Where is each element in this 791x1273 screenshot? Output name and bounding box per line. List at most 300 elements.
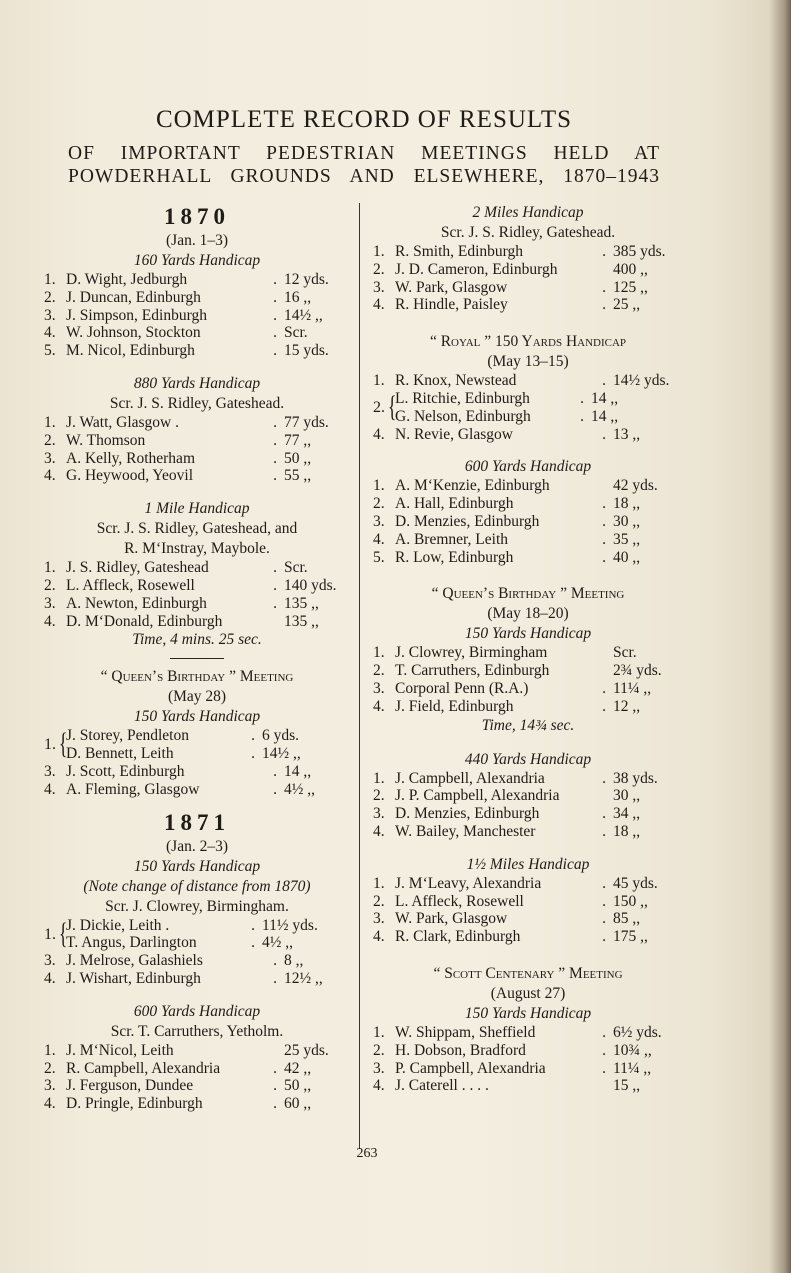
leader-dots: . bbox=[602, 910, 606, 928]
result-position: 1. bbox=[44, 271, 56, 288]
year-heading-1870: 1870 bbox=[164, 204, 230, 229]
scratch-note: R. M‘Instray, Maybole. bbox=[124, 540, 270, 558]
leader-dots: . bbox=[273, 288, 277, 306]
leader-dots: . bbox=[580, 407, 584, 425]
page-subtitle-line-1: OF IMPORTANT PEDESTRIAN MEETINGS HELD AT bbox=[68, 143, 660, 164]
athlete-name: A. Kelly, Rotherham bbox=[66, 449, 195, 467]
result-position: 5. bbox=[373, 548, 385, 566]
athlete-name: A. Bremner, Leith bbox=[395, 530, 509, 548]
result-row bbox=[373, 243, 683, 261]
athlete-name: Corporal Penn (R.A.) bbox=[395, 679, 529, 697]
result-position: 2. bbox=[373, 787, 385, 805]
result-row bbox=[373, 787, 683, 805]
handicap-value: 40 ,, bbox=[613, 548, 641, 566]
handicap-value: 11½ yds. bbox=[262, 916, 318, 934]
results-list bbox=[373, 426, 683, 444]
leader-dots bbox=[595, 1077, 613, 1095]
result-row bbox=[373, 644, 683, 662]
result-position: 4. bbox=[373, 296, 385, 314]
athlete-name: D. Pringle, Edinburgh bbox=[66, 1095, 203, 1113]
result-row bbox=[44, 595, 350, 613]
result-row bbox=[373, 477, 683, 495]
handicap-value: 4½ ,, bbox=[262, 934, 293, 952]
athlete-name: J. Dickie, Leith . bbox=[66, 916, 170, 934]
handicap-value: 35 ,, bbox=[613, 530, 641, 548]
result-position: 4. bbox=[44, 467, 56, 485]
result-position: 3. bbox=[44, 952, 56, 970]
athlete-name: J. Melrose, Galashiels bbox=[66, 952, 203, 970]
leader-dots: . bbox=[602, 512, 606, 530]
right-column bbox=[373, 203, 683, 1095]
meeting-title: “ Queen’s Birthday ” Meeting bbox=[100, 668, 294, 686]
result-row bbox=[373, 372, 683, 390]
leader-dots: . bbox=[602, 805, 606, 823]
athlete-name: H. Dobson, Bradford bbox=[395, 1041, 526, 1059]
athlete-name: R. Clark, Edinburgh bbox=[395, 928, 521, 946]
results-list bbox=[373, 477, 683, 566]
result-row bbox=[373, 1042, 683, 1060]
leader-dots: . bbox=[273, 467, 277, 485]
handicap-value: 14½ ,, bbox=[262, 745, 301, 763]
result-row bbox=[373, 1060, 683, 1078]
result-row bbox=[44, 952, 350, 970]
result-position: 3. bbox=[373, 1059, 385, 1077]
athlete-name: J. M‘Leavy, Alexandria bbox=[395, 874, 542, 892]
result-row bbox=[44, 613, 350, 631]
athlete-name: J. Simpson, Edinburgh bbox=[66, 306, 207, 324]
handicap-value: Scr. bbox=[284, 559, 308, 577]
result-row bbox=[44, 559, 350, 577]
handicap-value: Scr. bbox=[284, 324, 308, 342]
result-row bbox=[373, 549, 683, 567]
leader-dots: . bbox=[273, 271, 277, 288]
athlete-name: N. Revie, Glasgow bbox=[395, 425, 513, 443]
column-divider bbox=[359, 203, 360, 1149]
handicap-value: 60 ,, bbox=[284, 1095, 312, 1113]
handicap-value: 50 ,, bbox=[284, 1077, 312, 1095]
handicap-value: 14 ,, bbox=[591, 407, 619, 425]
handicap-value: 12 yds. bbox=[284, 271, 329, 288]
athlete-name: D. Menzies, Edinburgh bbox=[395, 512, 540, 530]
handicap-value: 2¾ yds. bbox=[613, 662, 662, 680]
athlete-name: J. M‘Nicol, Leith bbox=[66, 1041, 174, 1059]
result-position: 1. bbox=[44, 925, 56, 943]
athlete-name: R. Campbell, Alexandria bbox=[66, 1059, 221, 1077]
result-row bbox=[66, 745, 350, 763]
result-row bbox=[44, 432, 350, 450]
athlete-name: L. Affleck, Rosewell bbox=[66, 576, 195, 594]
athlete-name: J. Ferguson, Dundee bbox=[66, 1077, 194, 1095]
result-position: 1. bbox=[373, 477, 385, 495]
results-list bbox=[373, 372, 683, 390]
leader-dots: . bbox=[602, 1023, 606, 1041]
leader-dots bbox=[595, 662, 613, 680]
handicap-value: 38 yds. bbox=[613, 769, 658, 787]
result-position: 2. bbox=[373, 260, 385, 278]
handicap-value: 6½ yds. bbox=[613, 1023, 662, 1041]
tie-brace: { bbox=[58, 916, 68, 950]
athlete-name: R. Smith, Edinburgh bbox=[395, 243, 524, 260]
handicap-value: 15 yds. bbox=[284, 342, 329, 360]
result-row bbox=[66, 917, 350, 935]
result-row bbox=[373, 875, 683, 893]
athlete-name: P. Campbell, Alexandria bbox=[395, 1059, 546, 1077]
dead-heat-group bbox=[44, 917, 350, 953]
athlete-name: J. S. Ridley, Gateshead bbox=[66, 559, 209, 577]
athlete-name: W. Park, Glasgow bbox=[395, 910, 508, 928]
result-row bbox=[373, 893, 683, 911]
leader-dots: . bbox=[273, 762, 277, 780]
results-list bbox=[373, 644, 683, 715]
athlete-name: A. Hall, Edinburgh bbox=[395, 495, 514, 513]
result-position: 1. bbox=[44, 1041, 56, 1059]
athlete-name: D. M‘Donald, Edinburgh bbox=[66, 612, 223, 630]
handicap-value: 385 yds. bbox=[613, 243, 666, 260]
result-position: 1. bbox=[44, 736, 56, 754]
meeting-date: (May 13–15) bbox=[487, 353, 569, 371]
athlete-name: W. Park, Glasgow bbox=[395, 278, 508, 296]
result-position: 1. bbox=[373, 243, 385, 260]
result-position: 1. bbox=[373, 769, 385, 787]
result-row bbox=[44, 763, 350, 781]
meeting-date: (May 18–20) bbox=[487, 605, 569, 623]
result-position: 1. bbox=[44, 559, 56, 577]
handicap-value: 6 yds. bbox=[262, 727, 300, 745]
leader-dots: . bbox=[273, 342, 277, 360]
handicap-value: 175 ,, bbox=[613, 928, 648, 946]
handicap-value: 18 ,, bbox=[613, 495, 641, 513]
handicap-value: 50 ,, bbox=[284, 449, 312, 467]
event-title: 150 Yards Handicap bbox=[133, 708, 261, 726]
tie-brace: { bbox=[387, 389, 397, 423]
leader-dots: . bbox=[602, 530, 606, 548]
handicap-value: 30 ,, bbox=[613, 512, 641, 530]
athlete-name: T. Angus, Darlington bbox=[66, 934, 197, 952]
result-position: 1. bbox=[373, 1023, 385, 1041]
athlete-name: W. Johnson, Stockton bbox=[66, 324, 201, 342]
result-row bbox=[44, 970, 350, 988]
result-position: 4. bbox=[44, 780, 56, 798]
athlete-name: J. Scott, Edinburgh bbox=[66, 762, 185, 780]
leader-dots bbox=[595, 477, 613, 495]
leader-dots bbox=[595, 644, 613, 662]
result-position: 4. bbox=[373, 1077, 385, 1095]
leader-dots: . bbox=[273, 559, 277, 577]
athlete-name: A. Newton, Edinburgh bbox=[66, 594, 207, 612]
results-list bbox=[373, 770, 683, 841]
athlete-name: T. Carruthers, Edinburgh bbox=[395, 662, 550, 680]
spine-shadow bbox=[769, 0, 791, 1273]
athlete-name: G. Heywood, Yeovil bbox=[66, 467, 194, 485]
result-row bbox=[373, 680, 683, 698]
handicap-value: 14 ,, bbox=[284, 762, 312, 780]
handicap-value: 400 ,, bbox=[613, 260, 648, 278]
result-position: 2. bbox=[373, 892, 385, 910]
handicap-value: 14 ,, bbox=[591, 389, 619, 407]
handicap-value: 125 ,, bbox=[613, 278, 648, 296]
leader-dots: . bbox=[273, 449, 277, 467]
handicap-value: 45 yds. bbox=[613, 874, 658, 892]
event-title: 600 Yards Handicap bbox=[464, 458, 592, 476]
athlete-name: J. Duncan, Edinburgh bbox=[66, 288, 201, 306]
leader-dots: . bbox=[602, 1041, 606, 1059]
result-row bbox=[66, 934, 350, 952]
page-number: 263 bbox=[356, 1146, 378, 1161]
handicap-value: 11¼ ,, bbox=[613, 679, 652, 697]
race-time: Time, 4 mins. 25 sec. bbox=[132, 631, 262, 649]
result-row bbox=[44, 1095, 350, 1113]
handicap-value: 42 ,, bbox=[284, 1059, 312, 1077]
handicap-value: 12½ ,, bbox=[284, 969, 323, 987]
result-row bbox=[373, 823, 683, 841]
results-list bbox=[44, 559, 350, 630]
result-row bbox=[395, 390, 683, 408]
result-position: 3. bbox=[373, 805, 385, 823]
leader-dots: . bbox=[273, 431, 277, 449]
result-position: 2. bbox=[44, 431, 56, 449]
athlete-name: D. Menzies, Edinburgh bbox=[395, 805, 540, 823]
result-row bbox=[373, 426, 683, 444]
leader-dots: . bbox=[602, 892, 606, 910]
leader-dots: . bbox=[251, 745, 255, 763]
leader-dots: . bbox=[602, 697, 606, 715]
handicap-value: 8 ,, bbox=[284, 952, 304, 970]
result-row bbox=[373, 928, 683, 946]
athlete-name: L. Ritchie, Edinburgh bbox=[395, 389, 530, 407]
results-list bbox=[44, 952, 350, 988]
event-title: 150 Yards Handicap bbox=[464, 1004, 592, 1022]
handicap-value: 14½ yds. bbox=[613, 372, 670, 390]
meeting-title: “ Scott Centenary ” Meeting bbox=[433, 964, 623, 982]
scratch-note: Scr. J. S. Ridley, Gateshead. bbox=[109, 394, 285, 412]
leader-dots: . bbox=[602, 679, 606, 697]
result-position: 4. bbox=[44, 1095, 56, 1113]
result-position: 4. bbox=[373, 697, 385, 715]
result-row bbox=[373, 279, 683, 297]
result-position: 2. bbox=[44, 1059, 56, 1077]
event-title: 150 Yards Handicap bbox=[464, 625, 592, 643]
athlete-name: W. Bailey, Manchester bbox=[395, 822, 536, 840]
athlete-name: R. Low, Edinburgh bbox=[395, 548, 514, 566]
result-row bbox=[373, 770, 683, 788]
results-list bbox=[44, 1042, 350, 1113]
athlete-name: J. Storey, Pendleton bbox=[66, 727, 189, 745]
leader-dots: . bbox=[273, 306, 277, 324]
result-row bbox=[44, 1077, 350, 1095]
result-position: 4. bbox=[373, 530, 385, 548]
athlete-name: M. Nicol, Edinburgh bbox=[66, 342, 195, 360]
result-position: 2. bbox=[373, 398, 385, 416]
scratch-note: Scr. T. Carruthers, Yetholm. bbox=[110, 1022, 284, 1040]
year-heading-1871: 1871 bbox=[164, 809, 230, 835]
handicap-value: 77 ,, bbox=[284, 431, 312, 449]
leader-dots: . bbox=[273, 1059, 277, 1077]
leader-dots: . bbox=[273, 1095, 277, 1113]
athlete-name: J. Caterell . . . . bbox=[395, 1077, 489, 1095]
handicap-value: 30 ,, bbox=[613, 787, 641, 805]
leader-dots: . bbox=[251, 934, 255, 952]
handicap-value: 34 ,, bbox=[613, 805, 641, 823]
result-position: 2. bbox=[373, 495, 385, 513]
left-column bbox=[44, 203, 350, 1113]
athlete-name: D. Wight, Jedburgh bbox=[66, 271, 188, 288]
result-position: 4. bbox=[44, 324, 56, 342]
result-position: 4. bbox=[373, 822, 385, 840]
leader-dots: . bbox=[273, 1077, 277, 1095]
result-position: 3. bbox=[373, 679, 385, 697]
result-position: 1. bbox=[44, 413, 56, 431]
athlete-name: J. Field, Edinburgh bbox=[395, 697, 514, 715]
event-title: 150 Yards Handicap bbox=[133, 857, 261, 875]
athlete-name: R. Knox, Newstead bbox=[395, 372, 517, 390]
result-row bbox=[373, 910, 683, 928]
handicap-value: 10¾ ,, bbox=[613, 1041, 652, 1059]
meeting-title: “ Queen’s Birthday ” Meeting bbox=[431, 585, 625, 603]
athlete-name: L. Affleck, Rosewell bbox=[395, 892, 524, 910]
leader-dots: . bbox=[273, 594, 277, 612]
scratch-note: Scr. J. Clowrey, Birmingham. bbox=[105, 897, 289, 915]
dead-heat-group bbox=[44, 727, 350, 763]
leader-dots: . bbox=[580, 389, 584, 407]
result-row bbox=[373, 805, 683, 823]
athlete-name: A. M‘Kenzie, Edinburgh bbox=[395, 477, 550, 495]
handicap-value: 140 yds. bbox=[284, 576, 337, 594]
result-row bbox=[44, 342, 350, 360]
result-row bbox=[373, 1024, 683, 1042]
leader-dots: . bbox=[602, 1059, 606, 1077]
meeting-date: (May 28) bbox=[167, 688, 227, 706]
page-title: COMPLETE RECORD OF RESULTS bbox=[155, 106, 573, 133]
result-row bbox=[44, 289, 350, 307]
result-position: 4. bbox=[373, 928, 385, 946]
result-position: 4. bbox=[44, 969, 56, 987]
event-title: 440 Yards Handicap bbox=[464, 750, 592, 768]
result-position: 1. bbox=[373, 644, 385, 662]
handicap-value: 11¼ ,, bbox=[613, 1059, 652, 1077]
handicap-value: 13 ,, bbox=[613, 425, 641, 443]
handicap-value: 12 ,, bbox=[613, 697, 641, 715]
athlete-name: D. Bennett, Leith bbox=[66, 745, 174, 763]
leader-dots: . bbox=[602, 278, 606, 296]
leader-dots: . bbox=[602, 769, 606, 787]
handicap-value: 14½ ,, bbox=[284, 306, 323, 324]
handicap-value: 55 ,, bbox=[284, 467, 312, 485]
result-position: 3. bbox=[44, 449, 56, 467]
athlete-name: R. Hindle, Paisley bbox=[395, 296, 508, 314]
result-row bbox=[373, 531, 683, 549]
leader-dots: . bbox=[273, 952, 277, 970]
handicap-value: 85 ,, bbox=[613, 910, 641, 928]
result-position: 2. bbox=[373, 662, 385, 680]
handicap-value: 15 ,, bbox=[613, 1077, 641, 1095]
result-row bbox=[44, 1060, 350, 1078]
result-row bbox=[44, 307, 350, 325]
athlete-name: J. D. Cameron, Edinburgh bbox=[395, 260, 558, 278]
result-row bbox=[373, 495, 683, 513]
result-row bbox=[395, 408, 683, 426]
event-title: 1½ Miles Handicap bbox=[466, 855, 590, 873]
athlete-name: A. Fleming, Glasgow bbox=[66, 780, 200, 798]
meeting-date: (Jan. 2–3) bbox=[166, 837, 228, 855]
result-position: 5. bbox=[44, 342, 56, 360]
leader-dots bbox=[595, 787, 613, 805]
result-position: 2. bbox=[44, 288, 56, 306]
result-row bbox=[44, 324, 350, 342]
result-position: 1. bbox=[373, 372, 385, 390]
meeting-date: (August 27) bbox=[490, 984, 566, 1002]
leader-dots: . bbox=[273, 969, 277, 987]
leader-dots: . bbox=[602, 372, 606, 390]
handicap-value: 42 yds. bbox=[613, 477, 658, 495]
handicap-value: 25 ,, bbox=[613, 296, 641, 314]
event-title: 2 Miles Handicap bbox=[472, 204, 584, 221]
dead-heat-group bbox=[373, 390, 683, 426]
result-position: 4. bbox=[373, 425, 385, 443]
handicap-value: Scr. bbox=[613, 644, 637, 662]
result-position: 3. bbox=[44, 1077, 56, 1095]
meeting-date: (Jan. 1–3) bbox=[166, 232, 228, 249]
result-row bbox=[44, 450, 350, 468]
handicap-value: 16 ,, bbox=[284, 288, 312, 306]
result-position: 3. bbox=[44, 762, 56, 780]
leader-dots bbox=[595, 261, 613, 279]
page-subtitle-line-2: POWDERHALL GROUNDS AND ELSEWHERE, 1870–1943 bbox=[68, 166, 660, 187]
result-row bbox=[373, 1077, 683, 1095]
event-title: 880 Yards Handicap bbox=[133, 374, 261, 392]
handicap-value: 4½ ,, bbox=[284, 780, 315, 798]
results-list bbox=[44, 271, 350, 360]
leader-dots: . bbox=[273, 413, 277, 431]
result-row bbox=[44, 577, 350, 595]
leader-dots bbox=[266, 613, 284, 631]
leader-dots: . bbox=[602, 928, 606, 946]
leader-dots: . bbox=[602, 296, 606, 314]
result-position: 3. bbox=[44, 594, 56, 612]
leader-dots: . bbox=[273, 576, 277, 594]
result-row bbox=[44, 467, 350, 485]
event-title: “ Royal ” 150 Yards Handicap bbox=[429, 333, 627, 351]
scratch-note: Scr. J. S. Ridley, Gateshead, and bbox=[96, 520, 298, 538]
result-position: 3. bbox=[373, 910, 385, 928]
result-row bbox=[44, 1042, 350, 1060]
result-position: 2. bbox=[44, 576, 56, 594]
leader-dots: . bbox=[273, 324, 277, 342]
tie-brace: { bbox=[58, 727, 68, 761]
distance-note: (Note change of distance from 1870) bbox=[83, 877, 311, 895]
handicap-value: 150 ,, bbox=[613, 892, 648, 910]
event-title: 160 Yards Handicap bbox=[133, 252, 261, 269]
event-title: 1 Mile Handicap bbox=[144, 500, 250, 518]
result-row bbox=[66, 727, 350, 745]
leader-dots: . bbox=[273, 780, 277, 798]
results-list bbox=[44, 414, 350, 485]
result-position: 4. bbox=[44, 612, 56, 630]
athlete-name: G. Nelson, Edinburgh bbox=[395, 407, 531, 425]
leader-dots: . bbox=[251, 727, 255, 745]
result-row bbox=[44, 781, 350, 799]
handicap-value: 18 ,, bbox=[613, 822, 641, 840]
result-row bbox=[373, 261, 683, 279]
leader-dots: . bbox=[602, 243, 606, 260]
athlete-name: W. Shippam, Sheffield bbox=[395, 1023, 536, 1041]
result-row bbox=[373, 698, 683, 716]
result-position: 3. bbox=[44, 306, 56, 324]
results-list bbox=[44, 763, 350, 799]
leader-dots: . bbox=[251, 916, 255, 934]
athlete-name: W. Thomson bbox=[66, 431, 146, 449]
handicap-value: 25 yds. bbox=[284, 1041, 329, 1059]
section-rule bbox=[170, 658, 224, 659]
